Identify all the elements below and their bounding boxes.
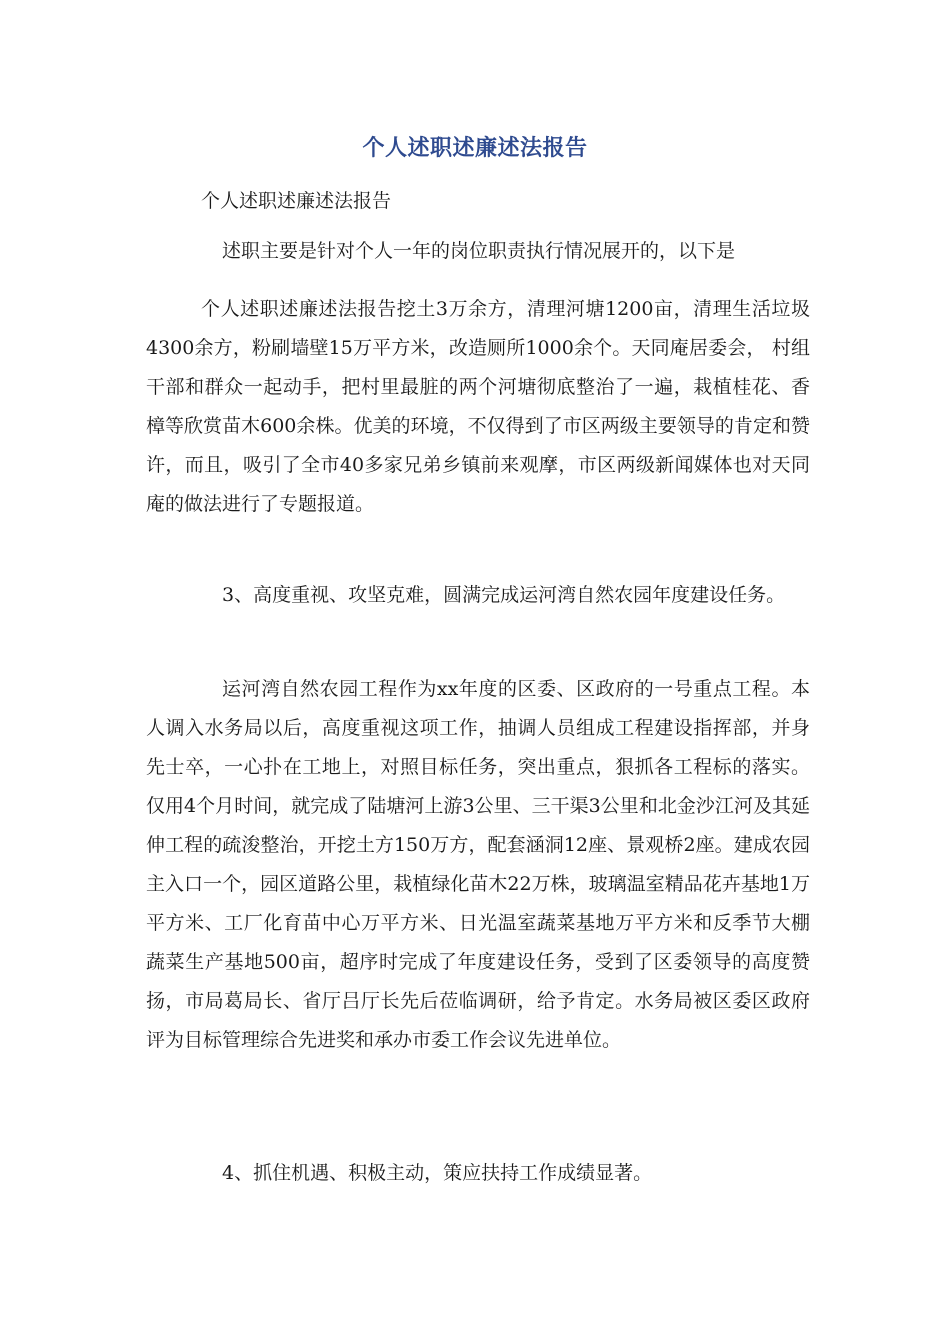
paragraph-section-3-heading: 3、高度重视、攻坚克难，圆满完成运河湾自然农园年度建设任务。 (222, 584, 786, 606)
paragraph-section-4-heading: 4、抓住机遇、积极主动，策应扶持工作成绩显著。 (222, 1162, 653, 1184)
paragraph-farm-project: 运河湾自然农园工程作为xx年度的区委、区政府的一号重点工程。本人调入水务局以后，高度重视这项工作，抽调人员组成工程建设指挥部，并身先士卒，一心扑在工地上，对照目标任务，突出重点，狠抓各工程标的落实。仅用4个月时间，就完成了陆塘河上游3公里、三干渠3公里和北金沙江河及其延伸工程的疏浚整治，开挖土方150万方，配套涵洞12座、景观桥2座。建成农园主入口一个，园区道路公里，栽植绿化苗木22万株，玻璃温室精品花卉基地1万平方米、工厂化育苗中心万平方米、日光温室蔬菜基地万平方米和反季节大棚蔬菜生产基地500亩，超序时完成了年度建设任务，受到了区委领导的高度赞扬，市局葛局长、省厅吕厅长先后莅临调研，给予肯定。水务局被区委区政府评为目标管理综合先进奖和承办市委工作会议先进单位。 (146, 678, 810, 1051)
paragraph-environment: 个人述职述廉述法报告挖土3万余方，清理河塘1200亩，清理生活垃圾4300余方，粉刷墙壁15万平方米，改造厕所1000余个。天同庵居委会， 村组干部和群众一起动手，把村里最脏的两个河塘彻底整治了一遍，栽植桂花、香樟等欣赏苗木600余株。优美的环境，不仅得到了市区两级主要领导的肯定和赞许，而且，吸引了全市40多家兄弟乡镇前来观摩，市区两级新闻媒体也对天同庵的做法进行了专题报道。 (146, 298, 810, 515)
document-title: 个人述职述廉述法报告 (362, 136, 588, 161)
document-subtitle: 个人述职述廉述法报告 (201, 190, 392, 212)
paragraph-intro: 述职主要是针对个人一年的岗位职责执行情况展开的，以下是 (222, 240, 736, 262)
